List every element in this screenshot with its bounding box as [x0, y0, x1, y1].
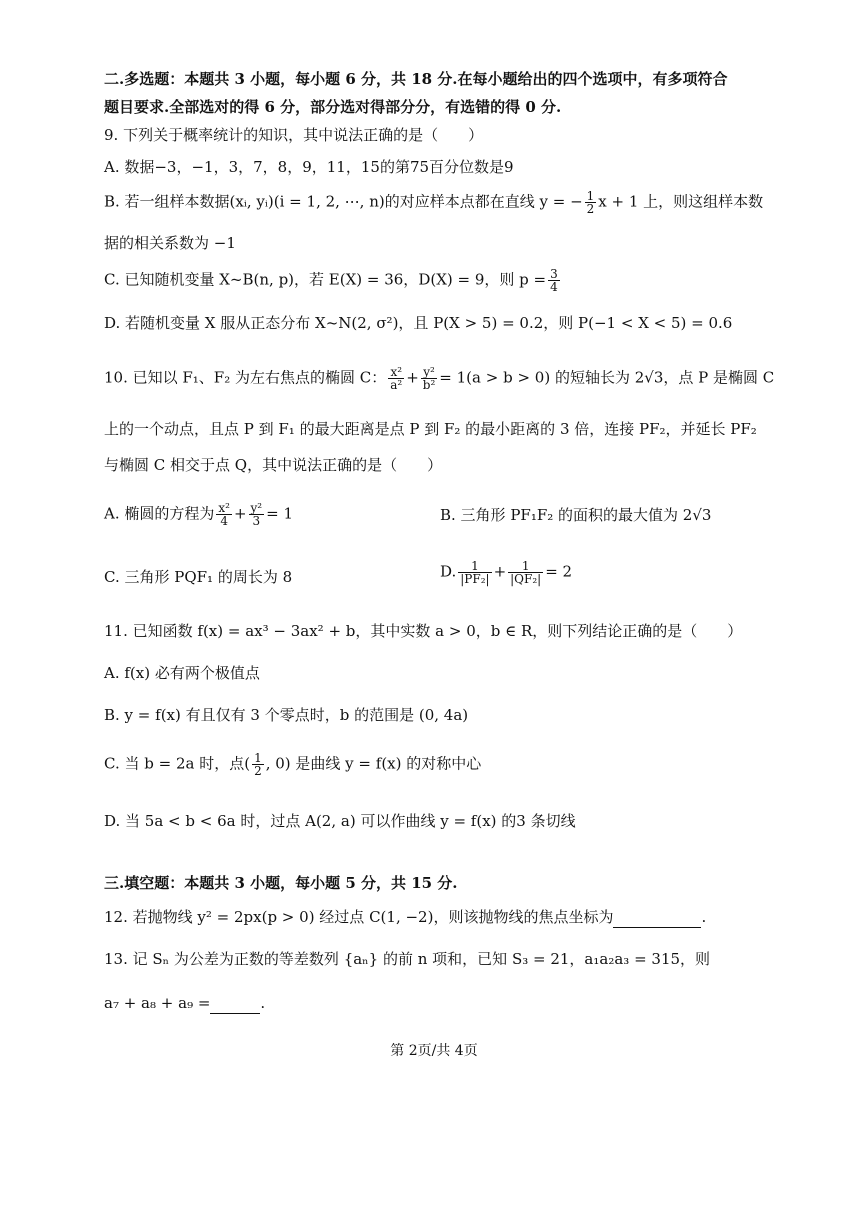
q10-line2: 上的一个动点，且点 P 到 F₁ 的最大距离是点 P 到 F₂ 的最小距离的 3 倍，连接 PF₂，并延长 PF₂ — [104, 420, 757, 438]
q11-c-frac-den: 2 — [254, 764, 262, 778]
q9-option-c — [104, 268, 782, 293]
q11-c-post: , 0) 是曲线 y = f(x) 的对称中心 — [265, 754, 482, 773]
q13-answer-blank[interactable] — [210, 994, 260, 1014]
q10-d-frac2 — [508, 560, 543, 585]
section-heading-line1: 二.多选题：本题共 3 小题，每小题 6 分，共 18 分.在每小题给出的四个选项中，有多项符合 — [104, 70, 728, 88]
q10-a-frac2-num: y² — [250, 501, 263, 515]
q11-option-d: D. 当 5a < b < 6a 时，过点 A(2, a) 可以作曲线 y = f(x) 的3 条切线 — [104, 812, 576, 830]
q10-frac-y-den: b² — [422, 378, 436, 392]
q10-line1-pre: 10. 已知以 F₁、F₂ 为左右焦点的椭圆 C： — [104, 368, 387, 387]
q10-d-pre: D. — [440, 562, 457, 581]
page-number: 第 2页/共 4页 — [390, 1043, 478, 1059]
q11-c-fraction — [252, 752, 264, 777]
q10-line1 — [104, 366, 782, 391]
q10-option-a — [104, 502, 293, 527]
q11-c-frac-num: 1 — [254, 751, 262, 765]
q9-b-frac-num: 1 — [586, 189, 595, 203]
q9-b-post: x + 1 上，则这组样本数 — [598, 192, 764, 211]
q9-stem: 9. 下列关于概率统计的知识，其中说法正确的是（ ） — [104, 126, 484, 144]
q11-option-a: A. f(x) 必有两个极值点 — [104, 664, 260, 682]
q10-frac-y — [421, 366, 438, 391]
q9-c-frac-den: 4 — [550, 280, 558, 294]
q12 — [104, 908, 782, 928]
section3-heading: 三.填空题：本题共 3 小题，每小题 5 分，共 15 分. — [104, 874, 458, 892]
q9-option-a: A. 数据−3，−1，3，7，8，9，11，15的第75百分位数是9 — [104, 158, 514, 176]
q10-line1-post: = 1(a > b > 0) 的短轴长为 2√3，点 P 是椭圆 C — [439, 368, 775, 387]
q9-b-pre: B. 若一组样本数据(xᵢ, yᵢ)(i = 1, 2, ⋯, n)的对应样本点都在直线 y = − — [104, 192, 583, 211]
section-heading-line2: 题目要求.全部选对的得 6 分，部分选对得部分分，有选错的得 0 分. — [104, 98, 562, 116]
q12-text: 12. 若抛物线 y² = 2px(p > 0) 经过点 C(1, −2)，则该抛物线的焦点坐标为 — [104, 908, 614, 926]
q9-c-frac-num: 3 — [550, 267, 558, 281]
q13-end: . — [260, 994, 266, 1012]
q10-a-plus: + — [233, 504, 247, 523]
q9-b-frac-den: 2 — [586, 202, 595, 216]
q10-option-d — [440, 560, 572, 585]
q10-d-post: = 2 — [545, 562, 573, 581]
q9-c-fraction — [548, 268, 560, 293]
q10-frac-x-num: x² — [388, 366, 404, 379]
q11-option-b: B. y = f(x) 有且仅有 3 个零点时，b 的范围是 (0, 4a) — [104, 706, 469, 724]
q10-d-frac1 — [458, 560, 491, 585]
q11-stem: 11. 已知函数 f(x) = ax³ − 3ax² + b，其中实数 a > 0，b ∈ R，则下列结论正确的是（ ） — [104, 622, 743, 640]
q10-frac-x — [388, 366, 404, 391]
q10-frac-x-den: a² — [390, 378, 403, 392]
q10-a-frac2-den: 3 — [252, 514, 261, 528]
q10-line3: 与椭圆 C 相交于点 Q，其中说法正确的是（ ） — [104, 456, 443, 474]
q10-option-c: C. 三角形 PQF₁ 的周长为 8 — [104, 568, 293, 586]
q12-end: . — [701, 908, 707, 926]
q10-d-frac2-den: |QF₂| — [510, 572, 542, 586]
q10-d-frac1-den: |PF₂| — [460, 572, 490, 586]
q9-c-pre: C. 已知随机变量 X~B(n, p)，若 E(X) = 36，D(X) = 9，则 p = — [104, 270, 547, 289]
q10-plus: + — [406, 368, 419, 387]
q10-d-frac2-num: 1 — [508, 560, 543, 573]
q13-line2 — [104, 994, 782, 1014]
q10-option-b: B. 三角形 PF₁F₂ 的面积的最大值为 2√3 — [440, 506, 712, 524]
q10-a-frac1-den: 4 — [220, 514, 228, 528]
q10-a-post: = 1 — [266, 504, 294, 523]
q9-option-b-line1 — [104, 190, 782, 215]
q10-frac-y-num: y² — [421, 366, 438, 379]
q11-c-paren: ( — [244, 754, 251, 773]
q11-c-pre: C. 当 b = 2a 时，点 — [104, 754, 245, 773]
q9-option-d: D. 若随机变量 X 服从正态分布 X~N(2, σ²)，且 P(X > 5) = 0.2，则 P(−1 < X < 5) = 0.6 — [104, 314, 733, 332]
q10-a-frac1-num: x² — [218, 501, 230, 515]
q13-line2-text: a₇ + a₈ + a₉ = — [104, 994, 211, 1012]
q9-b-fraction — [585, 190, 597, 215]
q12-answer-blank[interactable] — [613, 908, 701, 928]
q10-d-plus: + — [493, 562, 507, 581]
q10-d-frac1-num: 1 — [458, 560, 491, 573]
q13-line1: 13. 记 Sₙ 为公差为正数的等差数列 {aₙ} 的前 n 项和，已知 S₃ = 21，a₁a₂a₃ = 315，则 — [104, 950, 711, 968]
q9-option-b-line2: 据的相关系数为 −1 — [104, 234, 236, 252]
q10-a-pre: A. 椭圆的方程为 — [104, 504, 215, 523]
q10-a-frac2 — [249, 502, 265, 527]
q10-a-frac1 — [216, 502, 232, 527]
q11-option-c — [104, 752, 782, 777]
